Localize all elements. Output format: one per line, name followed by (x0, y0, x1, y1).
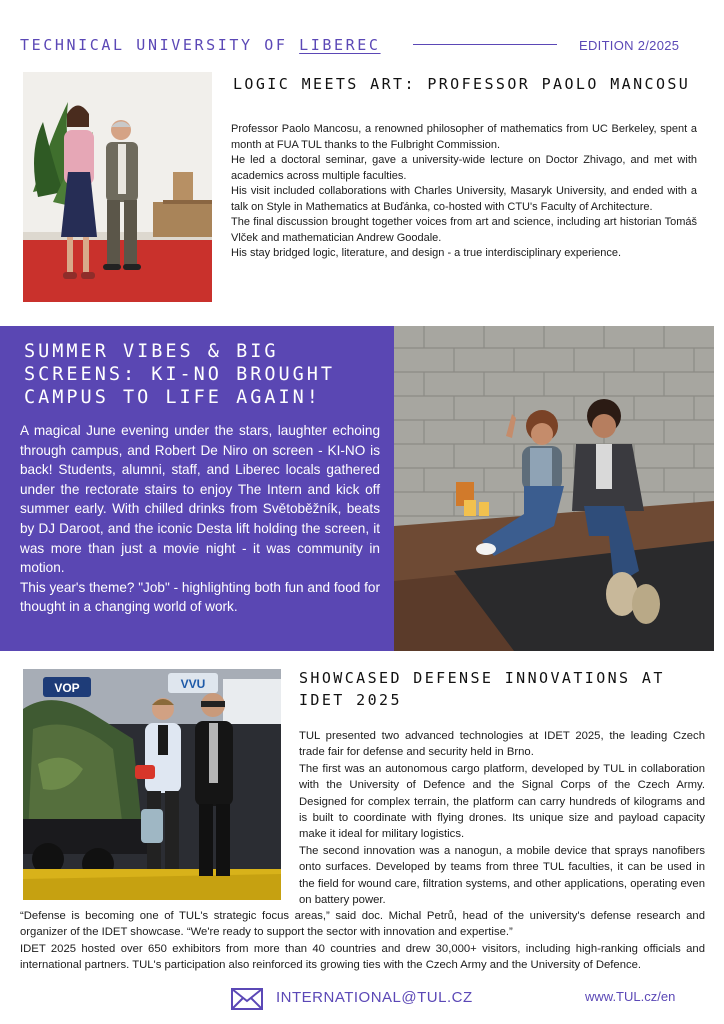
article3-paragraph: The first was an autonomous cargo platform, developed by TUL in collaboration with the University of Defence and the Signal Corps of the Czech Army. Designed for complex terrain, the platform can carry hundreds of kilograms and is built to coordinate with flying drones. Its unique size and payload capacity make it ideal for military logistics. (299, 762, 705, 841)
masthead (20, 36, 381, 54)
mancosu-photo (23, 72, 212, 302)
vop-sign: VOP (54, 681, 80, 695)
article2-paragraph: A magical June evening under the stars, laughter echoing through campus, and Robert De Niro on screen - KI-NO is back! Students, alumni, staff, and Liberec locals gathered under the rectorate stairs to enjoy The Intern and kick off summer early. With chilled drinks from Světoběžník, beats by DJ Daroot, and the iconic Desta lift holding the screen, it was more than just a movie night - it was community in motion. (20, 423, 380, 576)
kino-photo (394, 326, 714, 651)
article2-body (20, 421, 380, 617)
contact-email-link[interactable]: INTERNATIONAL@TUL.CZ (276, 989, 473, 1006)
article1-paragraph: The final discussion brought together voices from art and science, including art historian Tomáš Vlček and mathematician Andrew Goodale. (231, 216, 697, 244)
website-link[interactable]: www.TUL.cz/en (585, 989, 676, 1004)
edition-label: EDITION 2/2025 (579, 38, 680, 53)
masthead-liberec: LIBEREC (299, 36, 381, 54)
article1-paragraph: He led a doctoral seminar, gave a university-wide lecture on Doctor Zhivago, and met with academics across multiple faculties. (231, 154, 697, 182)
article3-body (299, 728, 705, 908)
article1-title: LOGIC MEETS ART: PROFESSOR PAOLO MANCOSU (233, 75, 691, 93)
vvu-sign: VVU (180, 677, 206, 691)
article1-paragraph: His visit included collaborations with Charles University, Masaryk University, and ended with a talk on Style in Mathematics at Buďánka, co-hosted with CTU's Faculty of Architecture. (231, 185, 697, 213)
article3-wide-body (20, 908, 705, 974)
header-divider (413, 44, 557, 45)
article1-paragraph: Professor Paolo Mancosu, a renowned philosopher of mathematics from UC Berkeley, spent a month at FUA TUL thanks to the Fulbright Commission. (231, 123, 697, 151)
mail-icon[interactable] (231, 988, 263, 1010)
article3-paragraph: The second innovation was a nanogun, a mobile device that sprays nanofibers onto surfaces. Developed by teams from three TUL faculties, it can be used in the field for wound care, filtration systems, and other applications, operating even on battery power. (299, 844, 705, 907)
idet-photo (23, 669, 281, 900)
masthead-text: TECHNICAL UNIVERSITY OF (20, 36, 300, 54)
article3-quote: “Defense is becoming one of TUL's strategic focus areas,” said doc. Michal Petrů, head of the university's defense research and organizer of the IDET showcase. “We're ready to support the sector with innovation and expertise.” (20, 910, 705, 939)
article1-paragraph: His stay bridged logic, literature, and design - a true interdisciplinary experience. (231, 247, 622, 259)
article3-paragraph: TUL presented two advanced technologies at IDET 2025, the leading Czech trade fair for defense and security held in Brno. (299, 730, 705, 759)
article2-paragraph: This year's theme? "Job" - highlighting both fun and food for thought in a changing world of work. (20, 579, 380, 615)
article3-title: SHOWCASED DEFENSE INNOVATIONS AT IDET 2025 (299, 669, 665, 709)
article1-body (231, 122, 697, 262)
article3-paragraph: IDET 2025 hosted over 650 exhibitors from more than 40 countries and drew 30,000+ visitors, including high-ranking officials and international partners. TUL's participation also reinforced its growing ties with the Czech Army and the University of Defence. (20, 942, 705, 972)
article2-title: SUMMER VIBES & BIG SCREENS: KI-NO BROUGHT CAMPUS TO LIFE AGAIN! (24, 341, 336, 408)
